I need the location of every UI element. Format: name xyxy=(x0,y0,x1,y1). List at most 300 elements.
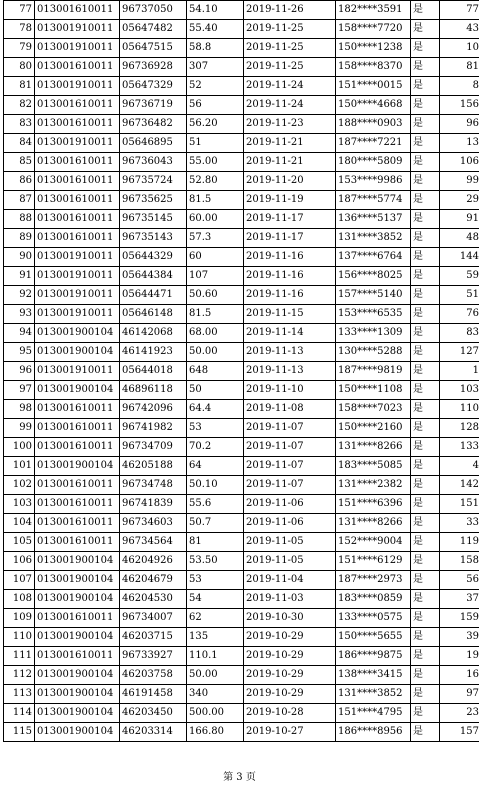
table-cell: 103 xyxy=(440,381,479,400)
table-cell: 82 xyxy=(4,96,35,115)
table-cell: 16 xyxy=(440,666,479,685)
table-cell: 188****0903 xyxy=(336,115,411,134)
table-cell: 84 xyxy=(4,134,35,153)
table-cell: 53 xyxy=(187,571,244,590)
table-cell: 013001910011 xyxy=(35,39,120,58)
table-cell: 2019-11-07 xyxy=(244,457,336,476)
table-cell: 183****5085 xyxy=(336,457,411,476)
table-cell: 05644471 xyxy=(120,286,187,305)
table-row xyxy=(4,571,479,590)
table-cell: 96 xyxy=(4,362,35,381)
table-cell: 013001610011 xyxy=(35,419,120,438)
page-footer: 第 3 页 xyxy=(223,772,256,783)
table-cell: 131****2382 xyxy=(336,476,411,495)
table-cell: 153****6535 xyxy=(336,305,411,324)
table-cell: 013001610011 xyxy=(35,609,120,628)
table-cell: 2019-11-21 xyxy=(244,134,336,153)
table-cell: 50.10 xyxy=(187,476,244,495)
table-cell: 2019-11-13 xyxy=(244,362,336,381)
table-cell: 113 xyxy=(4,685,35,704)
table-cell: 2019-11-04 xyxy=(244,571,336,590)
table-cell: 2019-10-29 xyxy=(244,685,336,704)
table-row xyxy=(4,267,479,286)
table-cell: 96736719 xyxy=(120,96,187,115)
table-cell: 96734564 xyxy=(120,533,187,552)
table-cell: 013001910011 xyxy=(35,77,120,96)
table-cell: 99 xyxy=(440,172,479,191)
table-cell: 2019-11-25 xyxy=(244,39,336,58)
table-cell: 013001610011 xyxy=(35,58,120,77)
table-cell: 53 xyxy=(187,419,244,438)
table-cell: 127 xyxy=(440,343,479,362)
table-cell: 05647329 xyxy=(120,77,187,96)
table-row xyxy=(4,343,479,362)
table-cell: 48 xyxy=(440,229,479,248)
table-cell: 90 xyxy=(4,248,35,267)
table-cell: 96741982 xyxy=(120,419,187,438)
table-cell: 05644384 xyxy=(120,267,187,286)
table-cell: 是 xyxy=(411,419,440,438)
table-cell: 是 xyxy=(411,647,440,666)
table-cell: 81 xyxy=(187,533,244,552)
table-cell: 186****9875 xyxy=(336,647,411,666)
table-cell: 158 xyxy=(440,552,479,571)
table-cell: 648 xyxy=(187,362,244,381)
table-cell: 46142068 xyxy=(120,324,187,343)
table-cell: 013001900104 xyxy=(35,343,120,362)
table-cell: 4 xyxy=(440,457,479,476)
table-cell: 78 xyxy=(4,20,35,39)
table-cell: 2019-11-06 xyxy=(244,495,336,514)
table-cell: 是 xyxy=(411,514,440,533)
table-row xyxy=(4,609,479,628)
table-cell: 是 xyxy=(411,39,440,58)
table-cell: 96736928 xyxy=(120,58,187,77)
table-cell: 2019-11-17 xyxy=(244,210,336,229)
table-cell: 是 xyxy=(411,115,440,134)
table-cell: 13 xyxy=(440,134,479,153)
table-cell: 2019-10-29 xyxy=(244,647,336,666)
table-cell: 是 xyxy=(411,381,440,400)
table-cell: 2019-11-23 xyxy=(244,115,336,134)
table-cell: 136****5137 xyxy=(336,210,411,229)
table-cell: 106 xyxy=(440,153,479,172)
table-cell: 05646148 xyxy=(120,305,187,324)
table-cell: 是 xyxy=(411,229,440,248)
table-cell: 157****5140 xyxy=(336,286,411,305)
table-cell: 96735625 xyxy=(120,191,187,210)
table-cell: 64.4 xyxy=(187,400,244,419)
table-cell: 是 xyxy=(411,210,440,229)
table-cell: 166.80 xyxy=(187,723,244,742)
table-cell: 013001610011 xyxy=(35,476,120,495)
table-cell: 131****3852 xyxy=(336,685,411,704)
table-cell: 2019-11-07 xyxy=(244,419,336,438)
table-cell: 013001610011 xyxy=(35,115,120,134)
table-row xyxy=(4,666,479,685)
table-cell: 500.00 xyxy=(187,704,244,723)
table-cell: 是 xyxy=(411,571,440,590)
table-cell: 96 xyxy=(440,115,479,134)
table-cell: 96735145 xyxy=(120,210,187,229)
table-cell: 106 xyxy=(4,552,35,571)
table-cell: 96735724 xyxy=(120,172,187,191)
table-cell: 是 xyxy=(411,723,440,742)
table-cell: 51 xyxy=(187,134,244,153)
table-cell: 39 xyxy=(440,628,479,647)
table-cell: 100 xyxy=(4,438,35,457)
table-cell: 96735143 xyxy=(120,229,187,248)
table-cell: 80 xyxy=(4,58,35,77)
table-cell: 54 xyxy=(187,590,244,609)
table-cell: 46204679 xyxy=(120,571,187,590)
table-row xyxy=(4,533,479,552)
table-cell: 013001610011 xyxy=(35,153,120,172)
table-cell: 110 xyxy=(440,400,479,419)
table-cell: 81.5 xyxy=(187,305,244,324)
table-cell: 2019-11-13 xyxy=(244,343,336,362)
table-cell: 2019-11-16 xyxy=(244,286,336,305)
table-cell: 133****0575 xyxy=(336,609,411,628)
table-cell: 013001610011 xyxy=(35,533,120,552)
table-cell: 91 xyxy=(4,267,35,286)
table-row xyxy=(4,210,479,229)
table-cell: 10 xyxy=(440,39,479,58)
table-row xyxy=(4,381,479,400)
table-cell: 55.40 xyxy=(187,20,244,39)
table-cell: 2019-11-25 xyxy=(244,20,336,39)
table-cell: 50.00 xyxy=(187,343,244,362)
table-row xyxy=(4,590,479,609)
table-cell: 013001900104 xyxy=(35,628,120,647)
table-cell: 013001610011 xyxy=(35,172,120,191)
table-cell: 52 xyxy=(187,77,244,96)
table-row xyxy=(4,96,479,115)
table-cell: 是 xyxy=(411,590,440,609)
table-cell: 19 xyxy=(440,647,479,666)
table-cell: 2019-11-24 xyxy=(244,77,336,96)
table-cell: 是 xyxy=(411,20,440,39)
table-cell: 131****3852 xyxy=(336,229,411,248)
table-cell: 23 xyxy=(440,704,479,723)
table-cell: 013001900104 xyxy=(35,685,120,704)
table-cell: 110.1 xyxy=(187,647,244,666)
table-cell: 119 xyxy=(440,533,479,552)
table-row xyxy=(4,153,479,172)
table-cell: 81 xyxy=(440,58,479,77)
table-cell: 05647482 xyxy=(120,20,187,39)
table-cell: 158****7023 xyxy=(336,400,411,419)
table-cell: 46205188 xyxy=(120,457,187,476)
table-cell: 56 xyxy=(187,96,244,115)
table-row xyxy=(4,362,479,381)
table-cell: 55.6 xyxy=(187,495,244,514)
table-row xyxy=(4,495,479,514)
table-cell: 94 xyxy=(4,324,35,343)
table-cell: 2019-10-30 xyxy=(244,609,336,628)
table-cell: 46203314 xyxy=(120,723,187,742)
table-cell: 50.00 xyxy=(187,666,244,685)
table-cell: 64 xyxy=(187,457,244,476)
table-cell: 2019-11-10 xyxy=(244,381,336,400)
table-cell: 是 xyxy=(411,153,440,172)
table-cell: 46896118 xyxy=(120,381,187,400)
table-cell: 110 xyxy=(4,628,35,647)
table-cell: 60 xyxy=(187,248,244,267)
table-cell: 是 xyxy=(411,704,440,723)
table-cell: 96734603 xyxy=(120,514,187,533)
table-row xyxy=(4,400,479,419)
table-cell: 05644018 xyxy=(120,362,187,381)
table-cell: 77 xyxy=(4,1,35,20)
table-cell: 2019-11-17 xyxy=(244,229,336,248)
table-row xyxy=(4,438,479,457)
table-cell: 56.20 xyxy=(187,115,244,134)
table-cell: 102 xyxy=(4,476,35,495)
table-cell: 是 xyxy=(411,96,440,115)
table-row xyxy=(4,134,479,153)
table-cell: 是 xyxy=(411,666,440,685)
table-cell: 96741839 xyxy=(120,495,187,514)
table-cell: 2019-10-29 xyxy=(244,628,336,647)
table-cell: 97 xyxy=(4,381,35,400)
table-cell: 95 xyxy=(4,343,35,362)
table-cell: 2019-10-29 xyxy=(244,666,336,685)
table-cell: 013001910011 xyxy=(35,267,120,286)
table-cell: 133 xyxy=(440,438,479,457)
table-cell: 142 xyxy=(440,476,479,495)
table-row xyxy=(4,229,479,248)
table-cell: 013001900104 xyxy=(35,552,120,571)
table-cell: 013001610011 xyxy=(35,495,120,514)
table-cell: 33 xyxy=(440,514,479,533)
table-cell: 是 xyxy=(411,191,440,210)
table-cell: 62 xyxy=(187,609,244,628)
table-cell: 182****3591 xyxy=(336,1,411,20)
table-cell: 107 xyxy=(4,571,35,590)
table-cell: 88 xyxy=(4,210,35,229)
table-cell: 2019-11-26 xyxy=(244,1,336,20)
table-cell: 2019-11-14 xyxy=(244,324,336,343)
table-cell: 是 xyxy=(411,476,440,495)
table-cell: 013001900104 xyxy=(35,704,120,723)
table-row xyxy=(4,58,479,77)
table-cell: 180****5809 xyxy=(336,153,411,172)
table-cell: 101 xyxy=(4,457,35,476)
table-cell: 43 xyxy=(440,20,479,39)
table-cell: 2019-11-07 xyxy=(244,476,336,495)
table-row xyxy=(4,419,479,438)
table-cell: 29 xyxy=(440,191,479,210)
table-cell: 53.50 xyxy=(187,552,244,571)
table-cell: 是 xyxy=(411,685,440,704)
table-cell: 138****3415 xyxy=(336,666,411,685)
table-cell: 153****9986 xyxy=(336,172,411,191)
table-cell: 是 xyxy=(411,1,440,20)
table-cell: 是 xyxy=(411,362,440,381)
table-cell: 2019-11-03 xyxy=(244,590,336,609)
table-cell: 307 xyxy=(187,58,244,77)
table-cell: 是 xyxy=(411,248,440,267)
table-cell: 2019-11-05 xyxy=(244,533,336,552)
table-cell: 46204530 xyxy=(120,590,187,609)
table-cell: 2019-11-16 xyxy=(244,267,336,286)
table-cell: 是 xyxy=(411,400,440,419)
table-cell: 8 xyxy=(440,77,479,96)
table-cell: 2019-11-06 xyxy=(244,514,336,533)
table-row xyxy=(4,248,479,267)
table-cell: 57.3 xyxy=(187,229,244,248)
table-cell: 46191458 xyxy=(120,685,187,704)
table-row xyxy=(4,115,479,134)
table-cell: 92 xyxy=(4,286,35,305)
table-cell: 013001910011 xyxy=(35,305,120,324)
table-cell: 是 xyxy=(411,324,440,343)
table-cell: 70.2 xyxy=(187,438,244,457)
table-cell: 013001900104 xyxy=(35,666,120,685)
table-cell: 131****8266 xyxy=(336,438,411,457)
table-cell: 186****8956 xyxy=(336,723,411,742)
table-cell: 是 xyxy=(411,343,440,362)
table-cell: 是 xyxy=(411,172,440,191)
table-cell: 013001900104 xyxy=(35,571,120,590)
table-cell: 144 xyxy=(440,248,479,267)
table-row xyxy=(4,685,479,704)
table-row xyxy=(4,172,479,191)
table-cell: 96737050 xyxy=(120,1,187,20)
table-cell: 013001610011 xyxy=(35,647,120,666)
table-cell: 是 xyxy=(411,609,440,628)
table-row xyxy=(4,305,479,324)
table-cell: 05646895 xyxy=(120,134,187,153)
table-cell: 151****6129 xyxy=(336,552,411,571)
table-cell: 152****9004 xyxy=(336,533,411,552)
table-cell: 187****7221 xyxy=(336,134,411,153)
table-cell: 96736482 xyxy=(120,115,187,134)
table-cell: 96734709 xyxy=(120,438,187,457)
table-cell: 013001610011 xyxy=(35,191,120,210)
table-cell: 156 xyxy=(440,96,479,115)
table-cell: 是 xyxy=(411,77,440,96)
table-cell: 98 xyxy=(4,400,35,419)
table-cell: 79 xyxy=(4,39,35,58)
table-row xyxy=(4,324,479,343)
table-cell: 93 xyxy=(4,305,35,324)
table-cell: 55.00 xyxy=(187,153,244,172)
table-cell: 013001610011 xyxy=(35,514,120,533)
table-cell: 150****4668 xyxy=(336,96,411,115)
table-cell: 52.80 xyxy=(187,172,244,191)
table-cell: 87 xyxy=(4,191,35,210)
table-row xyxy=(4,476,479,495)
table-cell: 77 xyxy=(440,1,479,20)
data-table-container xyxy=(3,0,479,742)
table-cell: 156****8025 xyxy=(336,267,411,286)
table-cell: 是 xyxy=(411,286,440,305)
table-cell: 013001610011 xyxy=(35,1,120,20)
table-cell: 96742096 xyxy=(120,400,187,419)
table-cell: 46203450 xyxy=(120,704,187,723)
table-cell: 158****8370 xyxy=(336,58,411,77)
table-cell: 2019-11-07 xyxy=(244,438,336,457)
table-cell: 50.7 xyxy=(187,514,244,533)
table-row xyxy=(4,457,479,476)
table-cell: 013001610011 xyxy=(35,210,120,229)
table-cell: 86 xyxy=(4,172,35,191)
table-cell: 187****9819 xyxy=(336,362,411,381)
table-cell: 83 xyxy=(440,324,479,343)
table-cell: 013001610011 xyxy=(35,400,120,419)
table-cell: 是 xyxy=(411,58,440,77)
table-cell: 54.10 xyxy=(187,1,244,20)
table-cell: 是 xyxy=(411,457,440,476)
table-cell: 96734748 xyxy=(120,476,187,495)
table-cell: 2019-11-20 xyxy=(244,172,336,191)
table-cell: 013001610011 xyxy=(35,438,120,457)
table-row xyxy=(4,191,479,210)
table-cell: 104 xyxy=(4,514,35,533)
table-cell: 151 xyxy=(440,495,479,514)
table-cell: 111 xyxy=(4,647,35,666)
table-cell: 56 xyxy=(440,571,479,590)
table-cell: 2019-11-05 xyxy=(244,552,336,571)
table-cell: 91 xyxy=(440,210,479,229)
table-cell: 108 xyxy=(4,590,35,609)
table-cell: 46203758 xyxy=(120,666,187,685)
table-cell: 013001900104 xyxy=(35,324,120,343)
table-cell: 013001910011 xyxy=(35,134,120,153)
table-cell: 103 xyxy=(4,495,35,514)
table-cell: 128 xyxy=(440,419,479,438)
table-cell: 51 xyxy=(440,286,479,305)
table-cell: 是 xyxy=(411,438,440,457)
table-cell: 112 xyxy=(4,666,35,685)
table-cell: 013001900104 xyxy=(35,381,120,400)
table-cell: 013001910011 xyxy=(35,362,120,381)
table-cell: 135 xyxy=(187,628,244,647)
table-cell: 2019-11-25 xyxy=(244,58,336,77)
table-cell: 109 xyxy=(4,609,35,628)
table-cell: 99 xyxy=(4,419,35,438)
table-row xyxy=(4,77,479,96)
table-cell: 340 xyxy=(187,685,244,704)
table-cell: 013001900104 xyxy=(35,590,120,609)
table-cell: 150****5655 xyxy=(336,628,411,647)
table-row xyxy=(4,514,479,533)
table-cell: 2019-10-27 xyxy=(244,723,336,742)
table-cell: 83 xyxy=(4,115,35,134)
table-cell: 96734007 xyxy=(120,609,187,628)
table-cell: 133****1309 xyxy=(336,324,411,343)
table-cell: 183****0859 xyxy=(336,590,411,609)
table-cell: 05644329 xyxy=(120,248,187,267)
table-cell: 50 xyxy=(187,381,244,400)
table-cell: 013001900104 xyxy=(35,723,120,742)
table-cell: 50.60 xyxy=(187,286,244,305)
table-cell: 1 xyxy=(440,362,479,381)
table-cell: 130****5288 xyxy=(336,343,411,362)
table-cell: 131****8266 xyxy=(336,514,411,533)
table-body xyxy=(4,1,479,742)
table-cell: 158****7720 xyxy=(336,20,411,39)
table-cell: 157 xyxy=(440,723,479,742)
table-row xyxy=(4,1,479,20)
table-cell: 97 xyxy=(440,685,479,704)
table-cell: 114 xyxy=(4,704,35,723)
table-cell: 2019-11-08 xyxy=(244,400,336,419)
table-row xyxy=(4,552,479,571)
table-cell: 2019-11-19 xyxy=(244,191,336,210)
